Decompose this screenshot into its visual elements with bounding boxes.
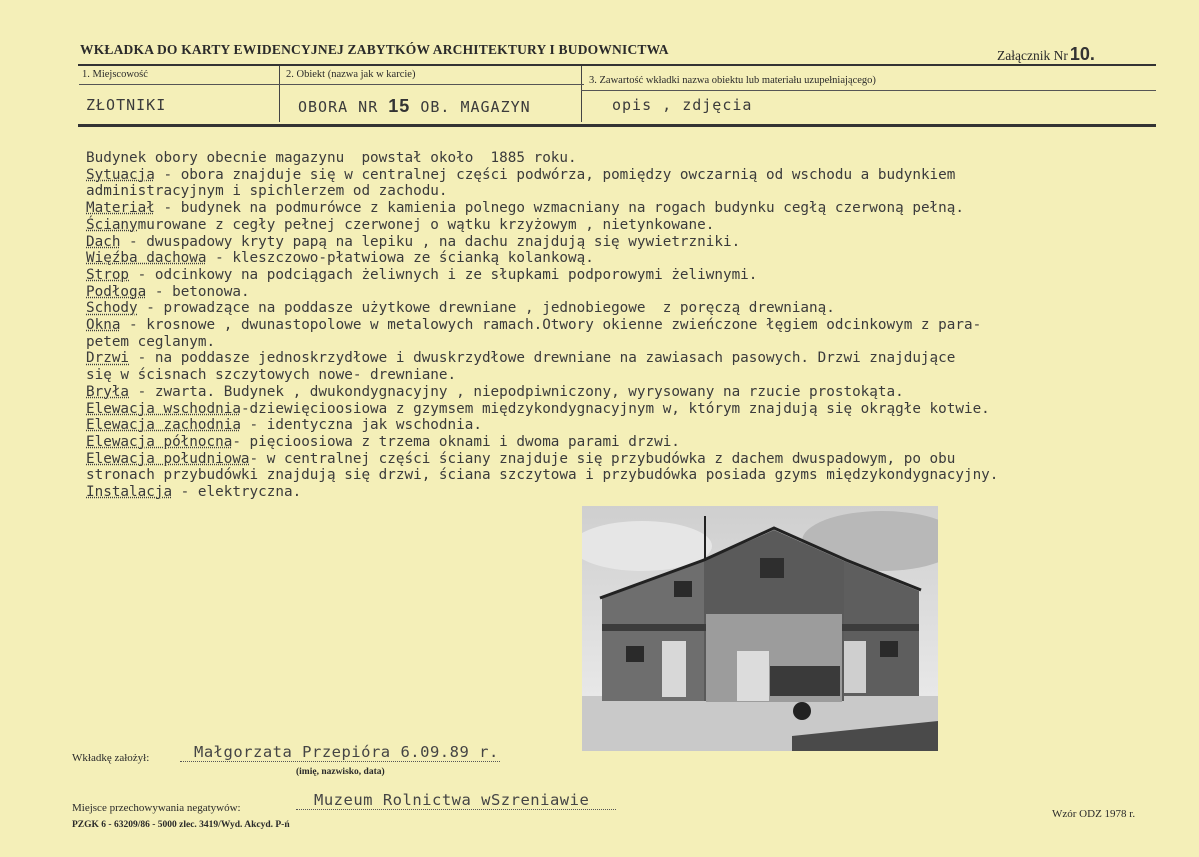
description-line xyxy=(86,467,1161,484)
description-text-part: - dwuspadowy kryty papą na lepiku , na dachu znajdują się wywietrzniki. xyxy=(120,233,741,250)
description-term: Elewacja wschodnia xyxy=(86,400,241,417)
form-model: Wzór ODZ 1978 r. xyxy=(1052,808,1136,820)
field-divider-1 xyxy=(279,66,280,122)
created-label: Wkładkę założył: xyxy=(72,752,150,764)
description-text-part: - na poddasze jednoskrzydłowe i dwuskrzydłowe drewniane na zawiasach pasowych. Drzwi znajdujące xyxy=(129,350,956,367)
description-text-part: - w centralnej części ściany znajduje się przybudówka z dachem dwuspadowym, po obu xyxy=(249,450,956,467)
description-text-part: petem ceglanym. xyxy=(86,333,216,350)
object-prefix: OBORA NR xyxy=(298,98,379,116)
description-term: Schody xyxy=(86,300,138,317)
description-line xyxy=(86,484,1161,501)
created-hint: (imię, nazwisko, data) xyxy=(296,767,385,777)
description-line xyxy=(86,167,1161,184)
description-text-part: się w ścisnach szczytowych nowe- drewniane. xyxy=(86,367,457,384)
negatives-value-text: Muzeum Rolnictwa wSzreniawie xyxy=(314,791,590,809)
object-label: 2. Obiekt (nazwa jak w karcie) xyxy=(286,69,416,80)
description-term: Więźba dachowa xyxy=(86,250,207,267)
description-line xyxy=(86,217,1161,234)
description-line xyxy=(86,417,1161,434)
header-rule-top xyxy=(78,64,1156,66)
description-line xyxy=(86,367,1161,384)
description-text-part: - odcinkowy na podciągach żeliwnych i ze słupkami podporowymi żeliwnymi. xyxy=(129,266,758,283)
description-line xyxy=(86,317,1161,334)
description-term: Instalacja xyxy=(86,484,173,501)
description-text-part: - elektryczna. xyxy=(172,484,302,501)
description-term: Elewacja zachodnia xyxy=(86,417,241,434)
description-text-part: murowane z cegły pełnej czerwonej o wątku krzyżowym , nietynkowane. xyxy=(137,216,715,233)
attachment-label: Załącznik Nr xyxy=(997,48,1068,63)
description-text xyxy=(86,150,1161,501)
description-line xyxy=(86,267,1161,284)
description-text-part: - betonowa. xyxy=(146,283,250,300)
barn-photo-image xyxy=(582,506,938,751)
description-text-part: - zwarta. Budynek , dwukondygnacyjny , niepodpiwniczony, wyrysowany na rzucie prostokąta. xyxy=(129,383,904,400)
description-term: Materiał xyxy=(86,200,155,217)
description-line xyxy=(86,284,1161,301)
description-text-part: stronach przybudówki znajdują się drzwi, ściana szczytowa i przybudówka posiada gzyms międzykondygnacyjny. xyxy=(86,467,999,484)
description-term: Strop xyxy=(86,266,130,283)
object-number: 15 xyxy=(388,96,411,116)
contents-label: 3. Zawartość wkładki nazwa obiektu lub materiału uzupełniającego) xyxy=(589,75,876,86)
description-text-part: administracyjnym i spichlerzem od zachodu. xyxy=(86,183,448,200)
description-term: Bryła xyxy=(86,383,130,400)
description-line xyxy=(86,250,1161,267)
locality-value: ZŁOTNIKI xyxy=(86,96,167,114)
locality-label: 1. Miejscowość xyxy=(82,69,148,80)
description-term: Okna xyxy=(86,317,121,334)
label-rule-right xyxy=(581,90,1156,91)
print-info: PZGK 6 - 63209/86 - 5000 zlec. 3419/Wyd. Akcyd. P-ń xyxy=(72,820,290,830)
description-text-part: - krosnowe , dwunastopolowe w metalowych ramach.Otwory okienne zwieńczone łęgiem odcinkowym z para- xyxy=(120,317,982,334)
description-term: Elewacja północna xyxy=(86,433,233,450)
attachment-number-value: 10. xyxy=(1069,44,1095,64)
description-term: Sytuacja xyxy=(86,166,155,183)
attachment-number xyxy=(997,44,1095,65)
description-line xyxy=(86,401,1161,418)
description-text-part: - prowadzące na poddasze użytkowe drewniane , jednobiegowe z poręczą drewnianą. xyxy=(137,300,835,317)
object-value xyxy=(298,96,531,117)
form-title: WKŁADKA DO KARTY EWIDENCYJNEJ ZABYTKÓW ARCHITEKTURY I BUDOWNICTWA xyxy=(80,42,669,57)
description-line xyxy=(86,334,1161,351)
description-text-part: - pięcioosiowa z trzema oknami i dwoma parami drzwi. xyxy=(232,433,680,450)
label-rule xyxy=(79,84,584,85)
description-line xyxy=(86,234,1161,251)
created-value-text: Małgorzata Przepióra 6.09.89 r. xyxy=(194,743,499,761)
description-line xyxy=(86,434,1161,451)
description-term: Drzwi xyxy=(86,350,130,367)
description-term: Elewacja południowa xyxy=(86,450,250,467)
description-line xyxy=(86,451,1161,468)
field-divider-2 xyxy=(581,66,582,122)
description-text-part: - obora znajduje się w centralnej części podwórza, pomiędzy owczarnią od wschodu a budynkiem xyxy=(154,166,956,183)
description-line xyxy=(86,200,1161,217)
barn-photo xyxy=(582,506,938,751)
description-term: Dach xyxy=(86,233,121,250)
contents-value: opis , zdjęcia xyxy=(612,96,753,114)
description-text-part: - identyczna jak wschodnia. xyxy=(240,417,482,434)
description-line xyxy=(86,150,1161,167)
description-text-part: - budynek na podmurówce z kamienia polnego wzmacniany na rogach budynku cegłą czerwoną pełną. xyxy=(154,200,964,217)
description-text-part: -dziewięcioosiowa z gzymsem międzykondygnacyjnym w, którym znajdują się okrągłe kotwie. xyxy=(240,400,990,417)
negatives-value xyxy=(296,791,616,810)
object-suffix: OB. MAGAZYN xyxy=(420,98,531,116)
description-line xyxy=(86,300,1161,317)
description-term: Ściany xyxy=(86,216,138,233)
created-value xyxy=(180,743,500,762)
description-text-part: Budynek obory obecnie magazynu powstał około 1885 roku. xyxy=(86,150,577,166)
description-text-part: - kleszczowo-płatwiowa ze ścianką kolankową. xyxy=(206,250,594,267)
negatives-label: Miejsce przechowywania negatywów: xyxy=(72,802,241,814)
description-line xyxy=(86,183,1161,200)
description-term: Podłoga xyxy=(86,283,147,300)
header-rule-bottom xyxy=(78,124,1156,127)
description-line xyxy=(86,384,1161,401)
description-line xyxy=(86,350,1161,367)
